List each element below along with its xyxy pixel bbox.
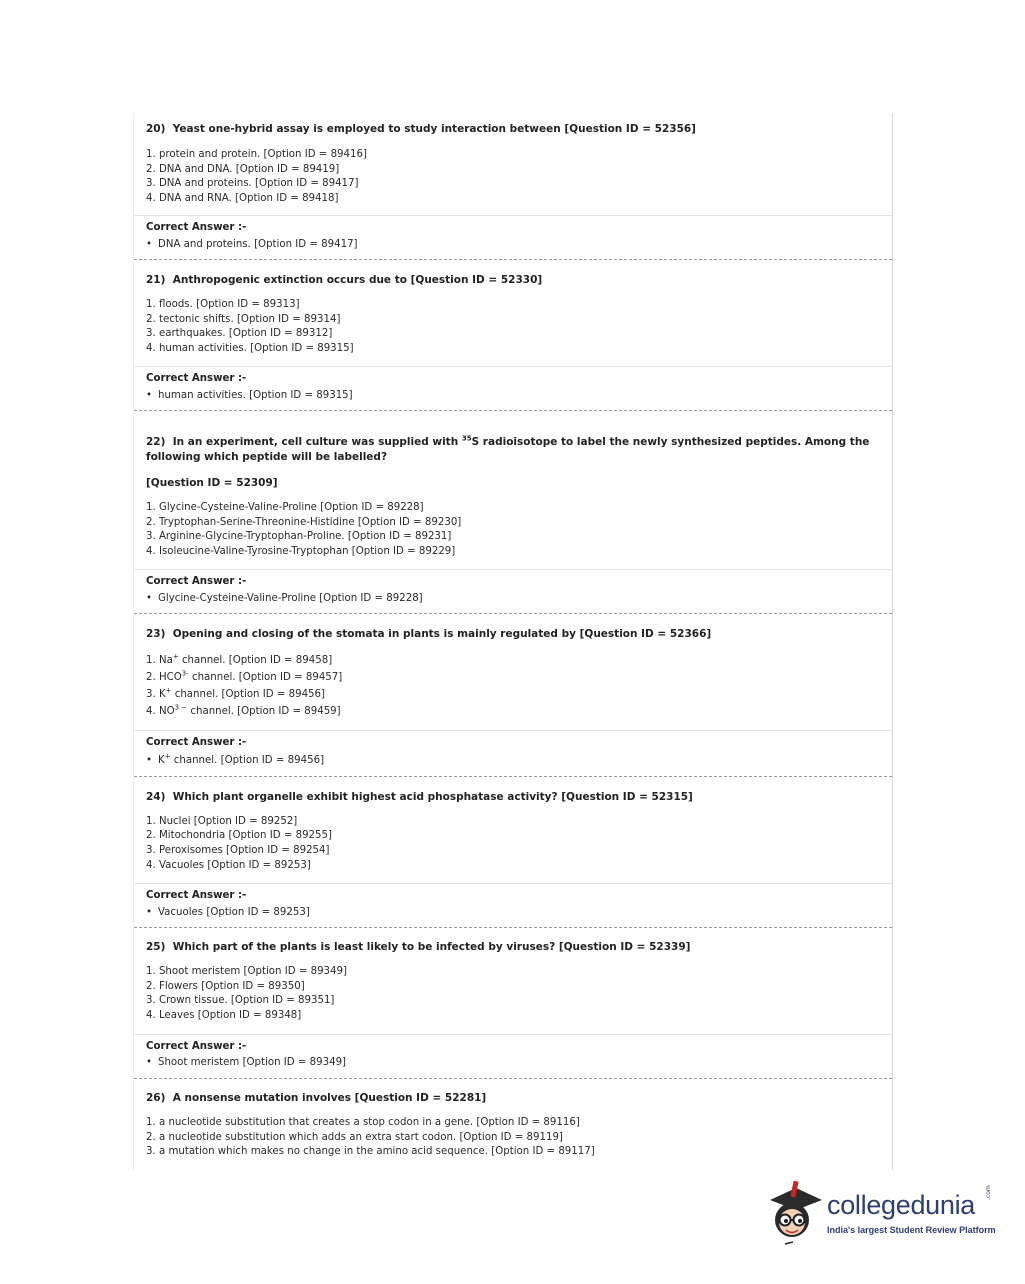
option: 4. human activities. [Option ID = 89315] xyxy=(146,343,354,354)
option: 1. a nucleotide substitution that creates a stop codon in a gene. [Option ID = 89116] xyxy=(146,1117,580,1128)
option: 2. $HCO^{3-}$ channel. [Option ID = 89457] xyxy=(146,669,343,683)
question-text: Yeast one-hybrid assay is employed to study interaction between [Question ID = 52356] xyxy=(172,123,696,135)
correct-answer xyxy=(146,907,310,918)
option: 3. a mutation which makes no change in the amino acid sequence. [Option ID = 89117] xyxy=(146,1146,595,1157)
option: 1. Glycine-Cysteine-Valine-Proline [Option ID = 89228] xyxy=(146,502,424,513)
question-text: Opening and closing of the stomata in plants is mainly regulated by [Question ID = 52366] xyxy=(172,628,712,640)
correct-answer-text: DNA and proteins. [Option ID = 89417] xyxy=(158,239,358,250)
brand-name: collegedunia xyxy=(827,1190,976,1220)
question-separator xyxy=(134,776,892,777)
correct-answer-text: Vacuoles [Option ID = 89253] xyxy=(158,907,310,918)
question-number: 20) xyxy=(146,123,166,135)
brand-domain: .com xyxy=(985,1185,992,1200)
correct-answer-label: Correct Answer :- xyxy=(146,1041,247,1052)
option: 1. protein and protein. [Option ID = 89416] xyxy=(146,149,367,160)
question-text: Anthropogenic extinction occurs due to [Question ID = 52330] xyxy=(172,274,543,286)
correct-answer xyxy=(146,239,358,250)
divider xyxy=(134,569,892,570)
option: 1. floods. [Option ID = 89313] xyxy=(146,299,300,310)
divider xyxy=(134,366,892,367)
divider xyxy=(134,730,892,731)
option: 2. Mitochondria [Option ID = 89255] xyxy=(146,830,332,841)
divider xyxy=(134,1034,892,1035)
question-21-title xyxy=(146,274,542,286)
question-23-title xyxy=(146,628,711,640)
option: 4. Vacuoles [Option ID = 89253] xyxy=(146,860,311,871)
question-25-title xyxy=(146,941,690,953)
question-number: 21) xyxy=(146,274,166,286)
correct-answer-text: Glycine-Cysteine-Valine-Proline [Option ID = 89228] xyxy=(158,593,423,604)
question-sheet xyxy=(133,113,893,1170)
option: 4. $NO^{3 -}$ channel. [Option ID = 89459] xyxy=(146,703,341,717)
option: 1. Shoot meristem [Option ID = 89349] xyxy=(146,966,347,977)
superscript: 35 xyxy=(461,434,472,443)
option: 2. a nucleotide substitution which adds an extra start codon. [Option ID = 89119] xyxy=(146,1132,563,1143)
correct-answer-label: Correct Answer :- xyxy=(146,576,247,587)
question-text: Which part of the plants is least likely to be infected by viruses? [Question ID = 52339] xyxy=(172,941,691,953)
question-text: In an experiment, cell culture was supplied with xyxy=(172,436,459,448)
question-number: 25) xyxy=(146,941,166,953)
option: 1. Na+ channel. [Option ID = 89458] xyxy=(146,652,333,666)
question-26-title xyxy=(146,1092,486,1104)
option: 3. Peroxisomes [Option ID = 89254] xyxy=(146,845,330,856)
correct-answer-label: Correct Answer :- xyxy=(146,737,247,748)
option: 3. earthquakes. [Option ID = 89312] xyxy=(146,328,333,339)
bullet: • xyxy=(146,390,153,401)
option: 1. Nuclei [Option ID = 89252] xyxy=(146,816,298,827)
collegedunia-logo[interactable] xyxy=(766,1178,996,1248)
correct-answer xyxy=(146,390,353,401)
bullet: • xyxy=(146,593,153,604)
question-number: 22) xyxy=(146,436,166,448)
question-id: [Question ID = 52309] xyxy=(146,477,278,489)
question-text: A nonsense mutation involves [Question ID = 52281] xyxy=(172,1092,487,1104)
divider xyxy=(134,883,892,884)
question-number: 24) xyxy=(146,791,166,803)
question-number: 23) xyxy=(146,628,166,640)
question-number: 26) xyxy=(146,1092,166,1104)
correct-answer-text: Shoot meristem [Option ID = 89349] xyxy=(158,1057,347,1068)
option: 2. tectonic shifts. [Option ID = 89314] xyxy=(146,314,341,325)
question-separator xyxy=(134,613,892,614)
option: 2. Flowers [Option ID = 89350] xyxy=(146,981,305,992)
divider xyxy=(134,215,892,216)
option: 4. DNA and RNA. [Option ID = 89418] xyxy=(146,193,339,204)
mascot-graduate-icon xyxy=(766,1178,826,1248)
question-20-title xyxy=(146,123,696,135)
bullet: • xyxy=(146,1057,153,1068)
option: 3. Arginine-Glycine-Tryptophan-Proline. [Option ID = 89231] xyxy=(146,531,452,542)
correct-answer-label: Correct Answer :- xyxy=(146,222,247,233)
question-22-title xyxy=(146,435,886,465)
correct-answer-label: Correct Answer :- xyxy=(146,373,247,384)
correct-answer: • K+ channel. [Option ID = 89456] xyxy=(146,752,325,766)
correct-answer-label: Correct Answer :- xyxy=(146,890,247,901)
bullet: • xyxy=(146,239,153,250)
correct-answer-text: human activities. [Option ID = 89315] xyxy=(158,390,353,401)
option: 2. Tryptophan-Serine-Threonine-Histidine [Option ID = 89230] xyxy=(146,517,462,528)
question-separator xyxy=(134,1078,892,1079)
question-text-continued: S radioisotope to label the newly synthesized peptides. Among the following which peptide will be labelled? xyxy=(146,436,870,463)
brand-tagline: India's largest Student Review Platform xyxy=(827,1225,996,1235)
option: 4. Leaves [Option ID = 89348] xyxy=(146,1010,302,1021)
option: 4. Isoleucine-Valine-Tyrosine-Tryptophan [Option ID = 89229] xyxy=(146,546,456,557)
question-separator xyxy=(134,927,892,928)
bullet: • xyxy=(146,755,153,766)
question-separator xyxy=(134,410,892,411)
question-separator xyxy=(134,259,892,260)
option: 3. DNA and proteins. [Option ID = 89417] xyxy=(146,178,359,189)
question-text: Which plant organelle exhibit highest acid phosphatase activity? [Question ID = 52315] xyxy=(172,791,693,803)
option: 3. K+ channel. [Option ID = 89456] xyxy=(146,686,325,700)
correct-answer xyxy=(146,593,423,604)
bullet: • xyxy=(146,907,153,918)
option: 3. Crown tissue. [Option ID = 89351] xyxy=(146,995,335,1006)
option: 2. DNA and DNA. [Option ID = 89419] xyxy=(146,164,340,175)
question-24-title xyxy=(146,791,693,803)
correct-answer xyxy=(146,1057,346,1068)
